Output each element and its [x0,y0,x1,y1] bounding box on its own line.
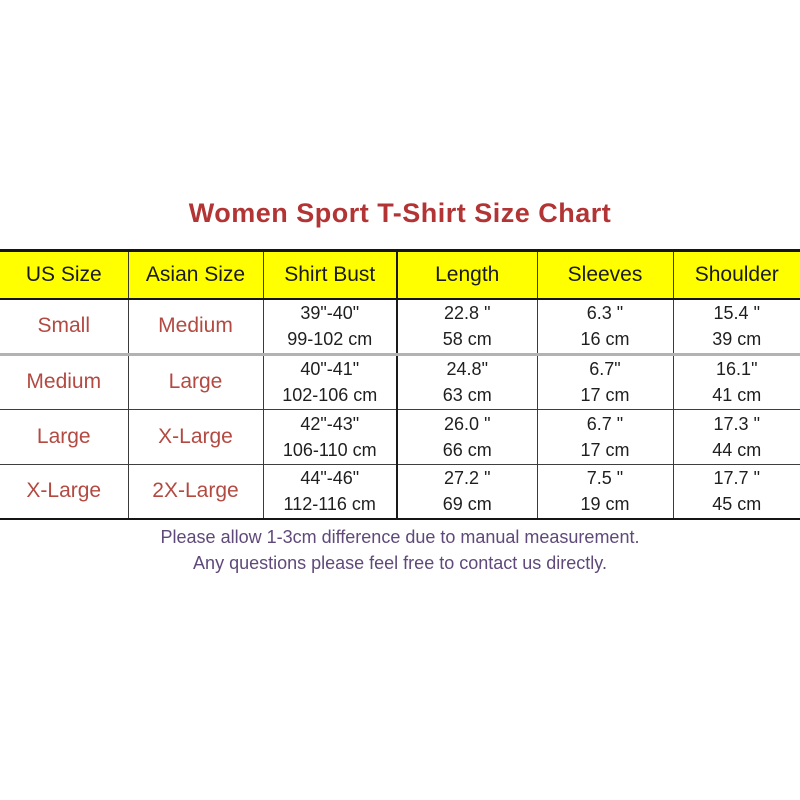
note-line-1: Please allow 1-3cm difference due to manual measurement. [160,527,640,547]
asian-size-cell: X-Large [128,409,263,464]
bust-inches: 44"-46" [300,468,360,489]
us-size-cell: Small [0,299,128,354]
sleeves-cell [537,464,673,519]
measurement-notes [0,524,800,576]
size-chart-table [0,249,800,520]
bust-inches: 42"-43" [300,413,360,434]
table-row-large [0,409,800,464]
shoulder-cell [673,464,800,519]
asian-size-cell: Medium [128,299,263,354]
header-asian-size: Asian Size [128,251,263,300]
sleeves-cell [537,409,673,464]
sleeves-cell [537,354,673,409]
length-inches: 24.8" [446,359,488,379]
shoulder-inches: 17.7 " [713,468,760,489]
bust-cm: 99-102 cm [287,329,373,350]
shoulder-inches: 15.4 " [713,303,760,324]
header-sleeves: Sleeves [537,251,673,300]
bust-cm: 102-106 cm [282,385,378,405]
shirt-bust-cell [263,464,397,519]
us-size-cell: Medium [0,354,128,409]
sleeves-cm: 19 cm [580,494,630,515]
header-us-size: US Size [0,251,128,300]
sleeves-inches: 7.5 " [586,468,624,489]
length-cell [397,464,537,519]
page-title: Women Sport T-Shirt Size Chart [188,198,612,228]
sleeves-cm: 16 cm [580,329,630,350]
bust-cm: 106-110 cm [282,439,377,460]
header-shoulder: Shoulder [673,251,800,300]
shirt-bust-cell [263,299,397,354]
length-cell [397,299,537,354]
us-size-cell: X-Large [0,464,128,519]
length-cm: 63 cm [442,385,492,405]
shoulder-cm: 39 cm [712,329,762,350]
length-cell [397,354,537,409]
header-length: Length [397,251,537,300]
length-inches: 22.8 " [444,303,491,324]
shirt-bust-cell [263,354,397,409]
sleeves-inches: 6.7 " [586,413,624,434]
asian-size-cell: Large [128,354,263,409]
table-row-small [0,299,800,354]
length-cm: 58 cm [442,329,492,350]
length-inches: 27.2 " [444,468,491,489]
shoulder-cell [673,354,800,409]
table-row-medium [0,354,800,409]
length-cm: 66 cm [442,439,492,460]
length-cm: 69 cm [442,494,492,515]
note-line-2: Any questions please feel free to contact us directly. [193,553,607,573]
header-shirt-bust: Shirt Bust [263,251,397,300]
shoulder-cm: 44 cm [712,439,762,460]
sleeves-cm: 17 cm [580,439,630,460]
shoulder-inches: 17.3 " [713,413,760,434]
bust-inches: 40"-41" [300,359,360,379]
table-row-x-large [0,464,800,519]
shoulder-cm: 45 cm [712,494,762,515]
length-cell [397,409,537,464]
length-inches: 26.0 " [444,413,491,434]
sleeves-inches: 6.3 " [586,303,624,324]
header-row [0,251,800,300]
shoulder-cell [673,299,800,354]
shoulder-cm: 41 cm [712,385,762,405]
sleeves-inches: 6.7" [589,359,621,379]
shoulder-cell [673,409,800,464]
bust-cm: 112-116 cm [283,494,376,515]
bust-inches: 39"-40" [300,303,360,324]
sleeves-cm: 17 cm [580,385,630,405]
shirt-bust-cell [263,409,397,464]
shoulder-inches: 16.1" [716,359,758,379]
us-size-cell: Large [0,409,128,464]
asian-size-cell: 2X-Large [128,464,263,519]
sleeves-cell [537,299,673,354]
